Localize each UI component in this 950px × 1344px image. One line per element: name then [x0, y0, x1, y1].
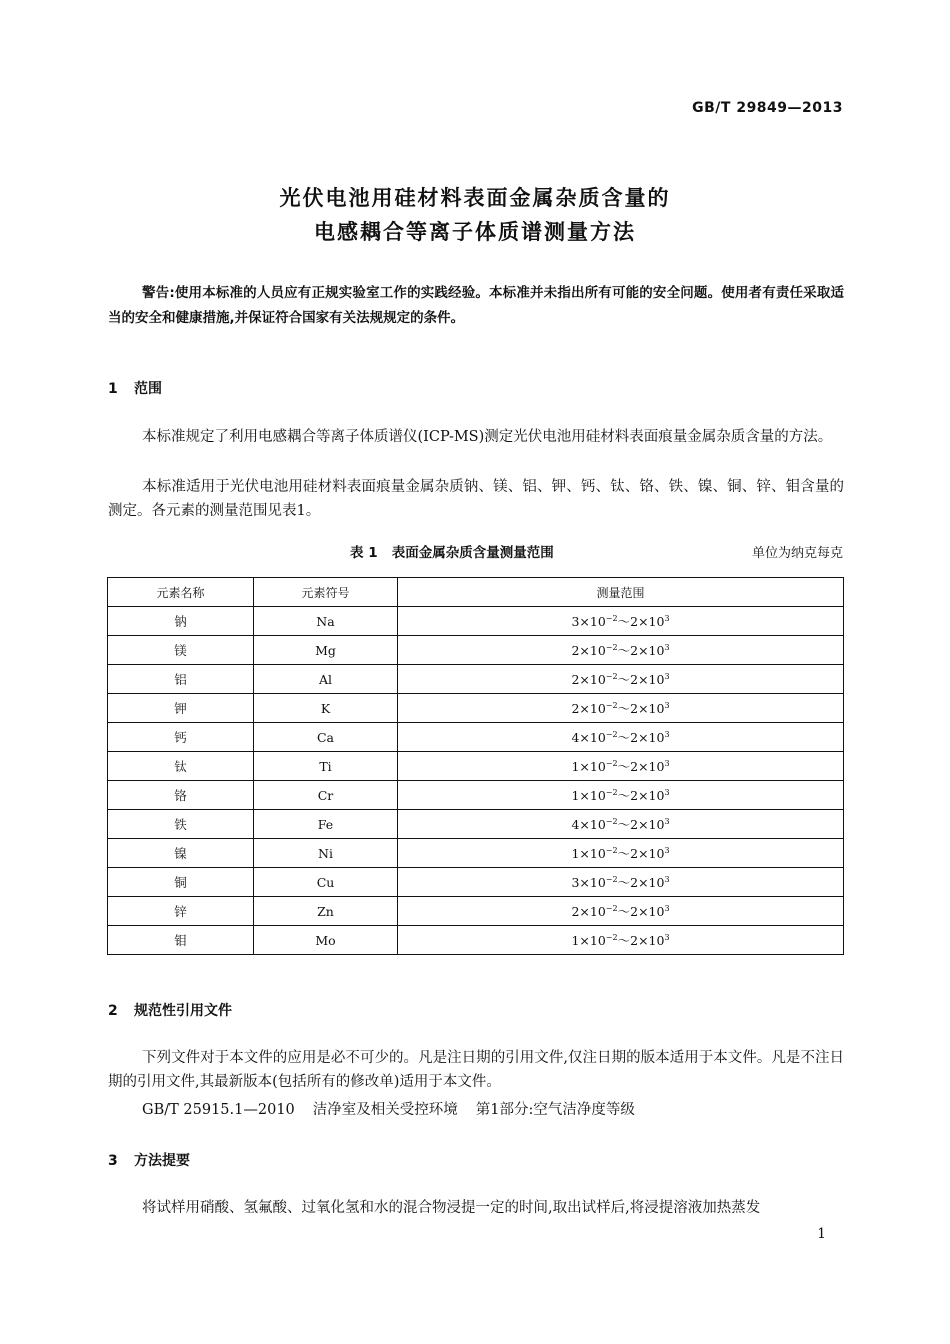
section-2-heading	[108, 1000, 232, 1020]
element-symbol: Fe	[254, 810, 398, 839]
header-range: 测量范围	[398, 578, 844, 607]
measurement-range: $2\times 10^{-2}\sim 2\times 10^3$	[398, 694, 844, 723]
element-name: 镁	[108, 636, 254, 665]
section-number: 2	[108, 1003, 118, 1019]
table-row	[108, 926, 844, 955]
element-symbol: Mo	[254, 926, 398, 955]
element-name: 铝	[108, 665, 254, 694]
range-low-coefficient: 2	[571, 643, 580, 658]
range-high-coefficient: 2	[630, 701, 639, 716]
normative-reference-item	[142, 1098, 653, 1119]
element-name: 铜	[108, 868, 254, 897]
element-name: 铬	[108, 781, 254, 810]
range-high-exponent: 3	[664, 758, 670, 768]
measurement-range: $4\times 10^{-2}\sim 2\times 10^3$	[398, 810, 844, 839]
table-row	[108, 781, 844, 810]
measurement-range: $1\times 10^{-2}\sim 2\times 10^3$	[398, 781, 844, 810]
range-high-exponent: 3	[664, 932, 670, 942]
range-low-coefficient: 4	[571, 817, 580, 832]
range-high-coefficient: 2	[630, 846, 639, 861]
measurement-range: $1\times 10^{-2}\sim 2\times 10^3$	[398, 752, 844, 781]
measurement-range: $2\times 10^{-2}\sim 2\times 10^3$	[398, 636, 844, 665]
range-high-exponent: 3	[664, 845, 670, 855]
element-name: 钛	[108, 752, 254, 781]
table-row	[108, 665, 844, 694]
range-high-exponent: 3	[664, 729, 670, 739]
range-high-exponent: 3	[664, 903, 670, 913]
element-symbol: Zn	[254, 897, 398, 926]
header-element-name: 元素名称	[108, 578, 254, 607]
element-name: 钙	[108, 723, 254, 752]
range-low-coefficient: 2	[571, 904, 580, 919]
scope-paragraph-2	[108, 475, 844, 523]
section-number: 3	[108, 1153, 118, 1169]
page-number: 1	[817, 1226, 826, 1242]
range-high-exponent: 3	[664, 874, 670, 884]
measurement-range: $3\times 10^{-2}\sim 2\times 10^3$	[398, 607, 844, 636]
range-low-coefficient: 1	[571, 846, 580, 861]
reference-code: GB/T 25915.1—2010	[142, 1102, 295, 1118]
table-row	[108, 607, 844, 636]
element-symbol: Mg	[254, 636, 398, 665]
measurement-range: $3\times 10^{-2}\sim 2\times 10^3$	[398, 868, 844, 897]
range-low-exponent: −2	[605, 845, 618, 855]
range-low-exponent: −2	[605, 642, 618, 652]
range-low-exponent: −2	[605, 700, 618, 710]
table-row	[108, 636, 844, 665]
range-low-exponent: −2	[605, 874, 618, 884]
section-title: 规范性引用文件	[134, 1003, 232, 1019]
range-low-exponent: −2	[605, 613, 618, 623]
range-low-coefficient: 2	[571, 701, 580, 716]
table-caption: 表 1 表面金属杂质含量测量范围	[350, 545, 554, 561]
measurement-range: $2\times 10^{-2}\sim 2\times 10^3$	[398, 665, 844, 694]
range-high-coefficient: 2	[630, 643, 639, 658]
paragraph-text: 本标准适用于光伏电池用硅材料表面痕量金属杂质钠、镁、铝、钾、钙、钛、铬、铁、镍、铜、锌、钼含量的测定。各元素的测量范围见表1。	[108, 479, 844, 519]
section-title: 方法提要	[134, 1153, 190, 1169]
range-low-coefficient: 3	[571, 614, 580, 629]
element-symbol: Na	[254, 607, 398, 636]
range-high-coefficient: 2	[630, 730, 639, 745]
paragraph-text: 将试样用硝酸、氢氟酸、过氧化氢和水的混合物浸提一定的时间,取出试样后,将浸提溶液加热蒸发	[142, 1200, 761, 1216]
range-high-coefficient: 2	[630, 614, 639, 629]
measurement-range: $4\times 10^{-2}\sim 2\times 10^3$	[398, 723, 844, 752]
range-low-coefficient: 3	[571, 875, 580, 890]
measurement-range: $1\times 10^{-2}\sim 2\times 10^3$	[398, 839, 844, 868]
scope-paragraph-1	[108, 425, 844, 449]
table-header-row	[108, 578, 844, 607]
range-low-coefficient: 1	[571, 933, 580, 948]
range-low-coefficient: 1	[571, 759, 580, 774]
element-symbol: Cr	[254, 781, 398, 810]
range-high-coefficient: 2	[630, 933, 639, 948]
element-name: 钠	[108, 607, 254, 636]
range-table	[107, 577, 844, 955]
range-low-exponent: −2	[605, 816, 618, 826]
element-symbol: K	[254, 694, 398, 723]
range-high-coefficient: 2	[630, 759, 639, 774]
table-row	[108, 868, 844, 897]
element-name: 锌	[108, 897, 254, 926]
range-low-coefficient: 1	[571, 788, 580, 803]
range-high-exponent: 3	[664, 816, 670, 826]
element-symbol: Al	[254, 665, 398, 694]
paragraph-text: 本标准规定了利用电感耦合等离子体质谱仪(ICP-MS)测定光伏电池用硅材料表面痕量金属杂质含量的方法。	[142, 429, 833, 445]
table-row	[108, 723, 844, 752]
element-symbol: Ti	[254, 752, 398, 781]
range-low-exponent: −2	[605, 758, 618, 768]
reference-title: 洁净室及相关受控环境	[312, 1102, 458, 1118]
refs-paragraph	[108, 1046, 844, 1094]
range-low-exponent: −2	[605, 671, 618, 681]
table-row	[108, 694, 844, 723]
measurement-range: $1\times 10^{-2}\sim 2\times 10^3$	[398, 926, 844, 955]
range-low-coefficient: 2	[571, 672, 580, 687]
table-row	[108, 752, 844, 781]
range-high-exponent: 3	[664, 787, 670, 797]
range-low-exponent: −2	[605, 932, 618, 942]
range-high-coefficient: 2	[630, 788, 639, 803]
range-high-exponent: 3	[664, 700, 670, 710]
element-symbol: Ca	[254, 723, 398, 752]
table-row	[108, 839, 844, 868]
section-1-heading	[108, 378, 162, 398]
section-number: 1	[108, 381, 118, 397]
element-symbol: Cu	[254, 868, 398, 897]
warning-text: 警告:使用本标准的人员应有正规实验室工作的实践经验。本标准并未指出所有可能的安全问题。使用者有责任采取适当的安全和健康措施,并保证符合国家有关法规规定的条件。	[108, 285, 844, 326]
title-line-2: 电感耦合等离子体质谱测量方法	[314, 220, 636, 244]
range-low-exponent: −2	[605, 903, 618, 913]
element-name: 钾	[108, 694, 254, 723]
method-paragraph	[108, 1196, 844, 1220]
range-high-coefficient: 2	[630, 904, 639, 919]
standard-code: GB/T 29849—2013	[692, 100, 843, 116]
range-low-coefficient: 4	[571, 730, 580, 745]
measurement-range: $2\times 10^{-2}\sim 2\times 10^3$	[398, 897, 844, 926]
header-element-symbol: 元素符号	[254, 578, 398, 607]
table-row	[108, 897, 844, 926]
table-row	[108, 810, 844, 839]
range-high-coefficient: 2	[630, 672, 639, 687]
reference-part: 第1部分:空气洁净度等级	[475, 1102, 635, 1118]
range-high-coefficient: 2	[630, 817, 639, 832]
element-name: 铁	[108, 810, 254, 839]
paragraph-text: 下列文件对于本文件的应用是必不可少的。凡是注日期的引用文件,仅注日期的版本适用于本文件。凡是不注日期的引用文件,其最新版本(包括所有的修改单)适用于本文件。	[108, 1050, 844, 1090]
range-high-coefficient: 2	[630, 875, 639, 890]
element-symbol: Ni	[254, 839, 398, 868]
table-unit: 单位为纳克每克	[751, 546, 843, 561]
range-low-exponent: −2	[605, 729, 618, 739]
section-3-heading	[108, 1150, 190, 1170]
range-high-exponent: 3	[664, 642, 670, 652]
element-name: 钼	[108, 926, 254, 955]
section-title: 范围	[134, 381, 162, 397]
range-high-exponent: 3	[664, 671, 670, 681]
title-line-1: 光伏电池用硅材料表面金属杂质含量的	[279, 186, 671, 210]
element-name: 镍	[108, 839, 254, 868]
range-low-exponent: −2	[605, 787, 618, 797]
range-high-exponent: 3	[664, 613, 670, 623]
